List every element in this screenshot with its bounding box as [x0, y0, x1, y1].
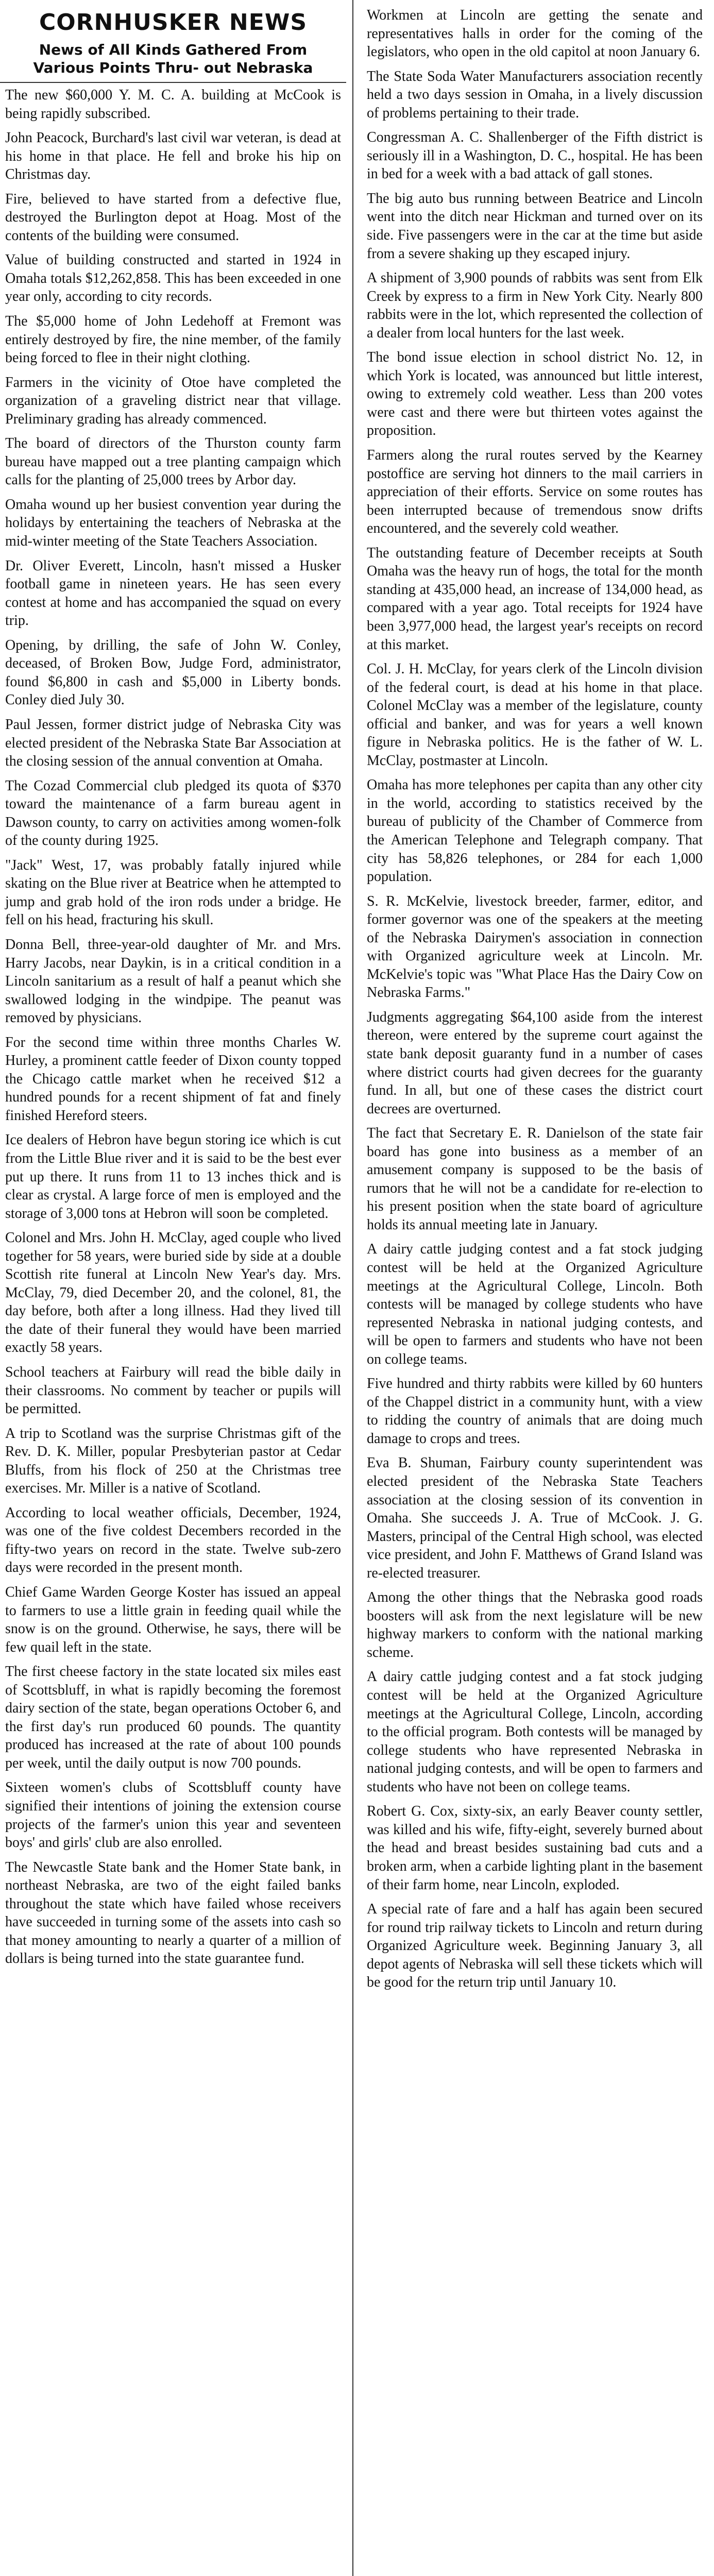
masthead-subtitle: News of All Kinds Gathered From Various Points Thru- out Nebraska	[33, 41, 313, 76]
news-item: Omaha wound up her busiest convention year during the holidays by entertaining the teachers of Nebraska at the mid-winter meeting of the State Teachers Association.	[5, 496, 341, 550]
news-item: The fact that Secretary E. R. Danielson of the state fair board has gone into business as a member of an amusement company is supposed to be the basis of rumors that he will not be a candidate for re-election to his present position when the state board of agriculture holds its annual meeting late in January.	[367, 1125, 703, 1233]
news-item: Sixteen women's clubs of Scottsbluff county have signified their intentions of joining the extension course projects of the farmer's union this year and seventeen boys' and girls' club are also enrolled.	[5, 1780, 341, 1851]
column-rule	[352, 0, 353, 2576]
news-item: S. R. McKelvie, livestock breeder, farmer, editor, and former governor was one of the speakers at the meeting of the Nebraska Dairymen's association in connection with Organized agriculture week at Lincoln. Mr. McKelvie's topic was "What Place Has the Dairy Cow on Nebraska Farms."	[367, 893, 703, 1001]
news-item: The first cheese factory in the state located six miles east of Scottsbluff, in what is rapidly becoming the foremost dairy section of the state, began operations October 6, and the first day's run produced 60 pounds. The quantity produced has increased at the rate of about 100 pounds per week, until the daily output is now 700 pounds.	[5, 1664, 341, 1771]
news-item: The new $60,000 Y. M. C. A. building at McCook is being rapidly subscribed.	[5, 87, 341, 122]
news-item: A dairy cattle judging contest and a fat stock judging contest will be held at the Organized Agriculture meetings at the Agricultural College, Lincoln, according to the official program. Both contests will be managed by college students who have represented Nebraska in national judging contests, and will be open to farmers and students who have not been on college teams.	[367, 1669, 703, 1795]
news-item: Colonel and Mrs. John H. McClay, aged couple who lived together for 58 years, were buried side by side at a double Scottish rite funeral at Lincoln New Year's day. Mrs. McClay, 79, died December 20, and the colonel, 81, the day before, both after a long illness. Had they lived till the date of their funeral they would have been married exactly 58 years.	[5, 1230, 341, 1356]
news-item: John Peacock, Burchard's last civil war veteran, is dead at his home in that place. He fell and broke his hip on Christmas day.	[5, 130, 341, 183]
masthead-title: CORNHUSKER NEWS	[39, 9, 308, 36]
news-item: Eva B. Shuman, Fairbury county superintendent was elected president of the Nebraska State Teachers association at the closing session of its convention in Omaha. She succeeds J. A. True of McCook. J. G. Masters, principal of the Central High school, was elected vice president, and John F. Matthews of Grand Island was re-elected treasurer.	[367, 1455, 703, 1581]
news-item: Among the other things that the Nebraska good roads boosters will ask from the next legislature will be new highway markers to conform with the national marking scheme.	[367, 1589, 703, 1660]
news-item: A special rate of fare and a half has again been secured for round trip railway tickets to Lincoln and return during Organized Agriculture week. Beginning January 3, all depot agents of Nebraska will sell these tickets which will be good for the return trip until January 10.	[367, 1901, 703, 1991]
news-item: Fire, believed to have started from a defective flue, destroyed the Burlington depot at Hoag. Most of the contents of the building were consumed.	[5, 191, 341, 244]
news-item: Workmen at Lincoln are getting the senate and representatives halls in order for the coming of the legislators, who open in the old capitol at noon January 6.	[367, 7, 703, 60]
news-item: A trip to Scotland was the surprise Christmas gift of the Rev. D. K. Miller, popular Presbyterian pastor at Cedar Bluffs, from his flock of 250 at the Christmas tree exercises. Mr. Miller is a native of Scotland.	[5, 1425, 341, 1497]
news-item: The State Soda Water Manufacturers association recently held a two days session in Omaha, in a lively discussion of problems pertaining to their trade.	[367, 68, 703, 121]
right-column	[361, 0, 708, 2576]
news-item: Omaha has more telephones per capita than any other city in the world, according to statistics received by the bureau of publicity of the Chamber of Commerce from the American Telephone and Telegraph company. That city has 58,826 telephones, or 284 for each 1,000 population.	[367, 777, 703, 885]
news-item: Ice dealers of Hebron have begun storing ice which is cut from the Little Blue river and it is said to be the best ever put up there. It runs from 11 to 13 inches thick and is clear as crystal. A large force of men is employed and the storage of 3,000 tons at Hebron will soon be completed.	[5, 1132, 341, 1222]
news-item: A dairy cattle judging contest and a fat stock judging contest will be held at the Organized Agriculture meetings at the Agricultural College, Lincoln. Both contests will be managed by college students who have represented Nebraska in national judging contests, and will be open to farmers and students who have not been on college teams.	[367, 1241, 703, 1367]
news-item: The big auto bus running between Beatrice and Lincoln went into the ditch near Hickman and turned over on its side. Five passengers were in the car at the time but aside from a severe shaking up they escaped injury.	[367, 190, 703, 262]
news-item: Opening, by drilling, the safe of John W. Conley, deceased, of Broken Bow, Judge Ford, administrator, found $6,800 in cash and $5,000 in Liberty bonds. Conley died July 30.	[5, 637, 341, 708]
news-item: School teachers at Fairbury will read the bible daily in their classrooms. No comment by teacher or pupils will be permitted.	[5, 1364, 341, 1417]
news-item: The outstanding feature of December receipts at South Omaha was the heavy run of hogs, the total for the month standing at 435,000 head, an increase of 134,000 head, as compared with a year ago. Total receipts for 1924 have been 3,977,000 head, the largest year's receipts on record at this market.	[367, 545, 703, 653]
news-item: For the second time within three months Charles W. Hurley, a prominent cattle feeder of Dixon county topped the Chicago cattle market when he received $12 a hundred pounds for a recent shipment of fat and finely finished Hereford steers.	[5, 1034, 341, 1124]
news-item: According to local weather officials, December, 1924, was one of the five coldest Decembers recorded in the fifty-two years on record in the state. Twelve sub-zero days were recorded in the present month.	[5, 1504, 341, 1576]
news-item: Judgments aggregating $64,100 aside from the interest thereon, were entered by the supreme court against the state bank deposit guaranty fund in a number of cases where district courts had given decrees for the guaranty fund. In all, but one of these cases the district court decrees are overturned.	[367, 1009, 703, 1117]
news-item: The $5,000 home of John Ledehoff at Fremont was entirely destroyed by fire, the nine member, of the family being forced to flee in their night clothing.	[5, 313, 341, 366]
left-column	[0, 0, 346, 2576]
news-item: Farmers in the vicinity of Otoe have completed the organization of a graveling district near that village. Preliminary grading has already commenced.	[5, 374, 341, 427]
news-item: Col. J. H. McClay, for years clerk of the Lincoln division of the federal court, is dead at his home in that place. Colonel McClay was a member of the legislature, county official and banker, and was for years a well known figure in Nebraska politics. He is the father of W. L. McClay, postmaster at Lincoln.	[367, 661, 703, 769]
news-item: Value of building constructed and started in 1924 in Omaha totals $12,262,858. This has been exceeded in one year only, according to city records.	[5, 252, 341, 305]
news-item: Five hundred and thirty rabbits were killed by 60 hunters of the Chappel district in a community hunt, with a view to ridding the country of animals that are doing much damage to crops and trees.	[367, 1376, 703, 1447]
news-item: The Newcastle State bank and the Homer State bank, in northeast Nebraska, are two of the eight failed banks throughout the state which have failed whose receivers have succeeded in turning some of the assets into cash so that money amounting to nearly a quarter of a million of dollars is being turned into the state guarantee fund.	[5, 1859, 341, 1967]
news-item: "Jack" West, 17, was probably fatally injured while skating on the Blue river at Beatrice when he attempted to jump and grab hold of the iron rods under a bridge. He fell on his head, fracturing his skull.	[5, 857, 341, 928]
news-item: Chief Game Warden George Koster has issued an appeal to farmers to use a little grain in feeding quail while the snow is on the ground. Otherwise, he says, there will be few quail left in the state.	[5, 1584, 341, 1655]
news-item: The Cozad Commercial club pledged its quota of $370 toward the maintenance of a farm bureau agent in Dawson county, to carry on activities among women-folk of the county during 1925.	[5, 777, 341, 849]
news-item: Dr. Oliver Everett, Lincoln, hasn't missed a Husker football game in nineteen years. He has seen every contest at home and has accompanied the squad on every trip.	[5, 557, 341, 629]
news-item: Donna Bell, three-year-old daughter of Mr. and Mrs. Harry Jacobs, near Daykin, is in a critical condition in a Lincoln sanitarium as a result of half a peanut which she swallowed lodging in the windpipe. The peanut was removed by physicians.	[5, 936, 341, 1026]
news-item: A shipment of 3,900 pounds of rabbits was sent from Elk Creek by express to a firm in New York City. Nearly 800 rabbits were in the lot, which represented the collection of a dealer from local hunters for the last week.	[367, 270, 703, 341]
news-item: Farmers along the rural routes served by the Kearney postoffice are serving hot dinners to the mail carriers in appreciation of their efforts. Service on some routes has been interrupted because of tremendous snow drifts encountered, and the severely cold weather.	[367, 447, 703, 537]
news-item: Congressman A. C. Shallenberger of the Fifth district is seriously ill in a Washington, D. C., hospital. He has been in bed for a week with a bad attack of gall stones.	[367, 129, 703, 182]
masthead	[0, 0, 346, 83]
news-item: The bond issue election in school district No. 12, in which York is located, was announced but little interest, owing to extremely cold weather. Less than 200 votes were cast and there were but thirteen votes against the proposition.	[367, 349, 703, 439]
news-item: Robert G. Cox, sixty-six, an early Beaver county settler, was killed and his wife, fifty-eight, severely burned about the head and breast besides sustaining bad cuts and a broken arm, when a carbide lighting plant in the basement of their farm home, near Lincoln, exploded.	[367, 1803, 703, 1893]
news-item: The board of directors of the Thurston county farm bureau have mapped out a tree planting campaign which calls for the planting of 25,000 trees by Arbor day.	[5, 435, 341, 488]
news-item: Paul Jessen, former district judge of Nebraska City was elected president of the Nebraska State Bar Association at the closing session of the annual convention at Omaha.	[5, 716, 341, 770]
